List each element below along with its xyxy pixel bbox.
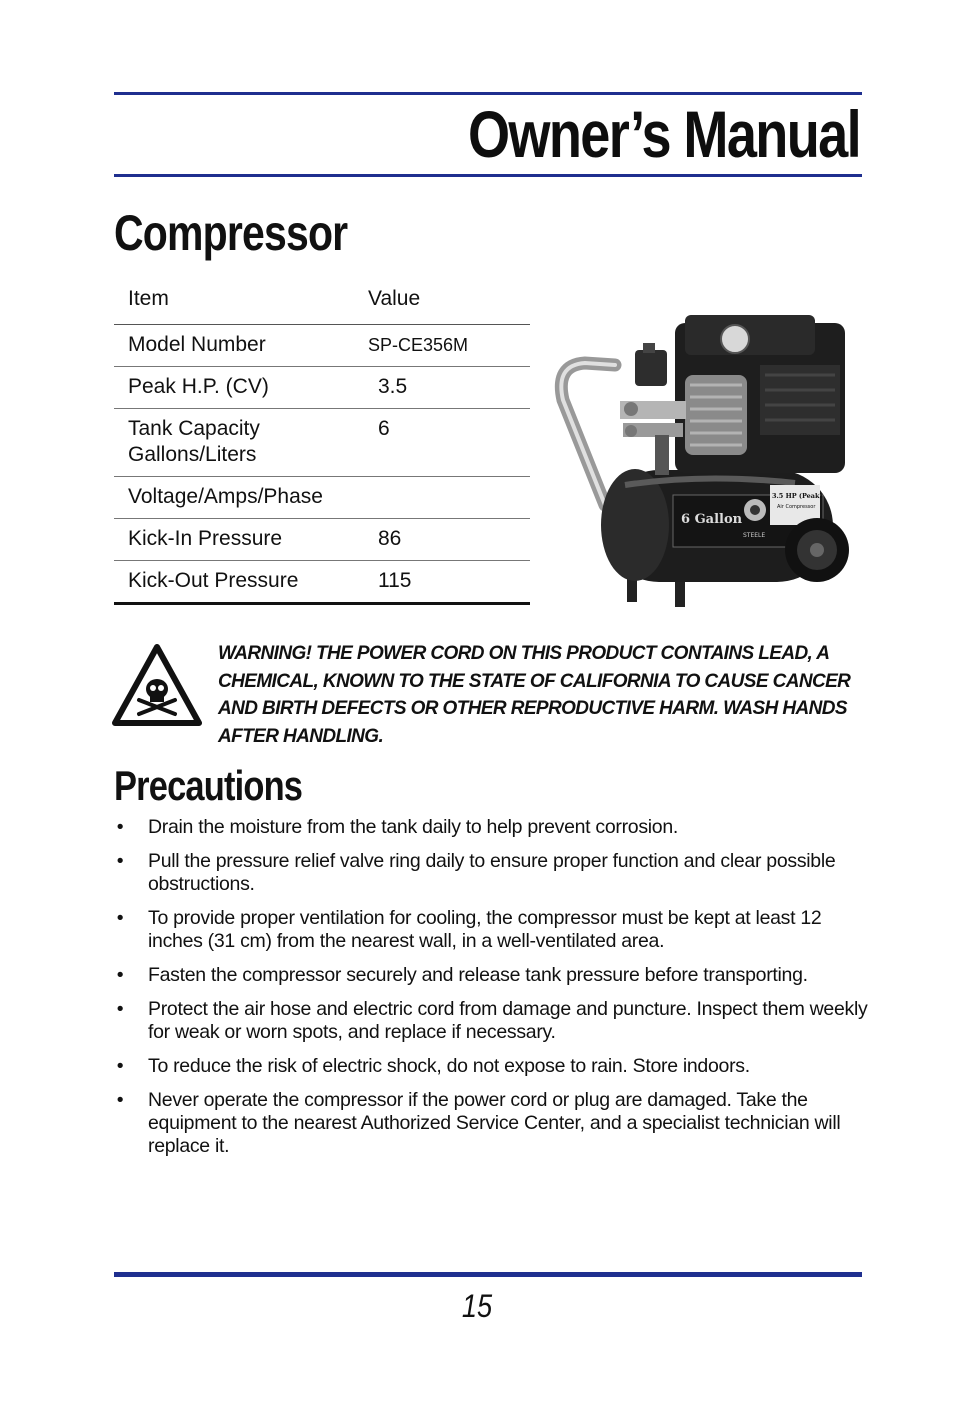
- spec-value: 115: [378, 569, 412, 592]
- spec-item: Voltage/Amps/Phase: [128, 485, 323, 508]
- spec-item: [114, 409, 358, 477]
- section-heading-compressor: Compressor: [114, 205, 348, 261]
- bullet: •: [116, 816, 124, 838]
- spec-item: Kick-In Pressure: [128, 527, 283, 550]
- page-number: 15: [461, 1288, 493, 1324]
- bullet: •: [116, 964, 124, 986]
- spec-table-header-row: [114, 280, 530, 325]
- bullet: •: [116, 850, 124, 872]
- type-label: Air Compressor: [777, 504, 816, 510]
- tank-label: 6 Gallon: [681, 512, 743, 527]
- table-row: [114, 561, 530, 604]
- hp-label: 3.5 HP (Peak): [772, 492, 823, 500]
- list-item: [114, 1089, 874, 1158]
- header-bottom-rule: [114, 174, 862, 177]
- spec-value: [358, 477, 530, 519]
- table-row: [114, 409, 530, 477]
- spec-col-item: Item: [128, 287, 169, 310]
- section-heading-precautions: Precautions: [114, 762, 303, 809]
- footer-rule: [114, 1272, 862, 1277]
- bullet: •: [116, 907, 124, 929]
- bullet: •: [116, 998, 124, 1020]
- precaution-text: Pull the pressure relief valve ring daily to ensure proper function and clear possible obstructions.: [148, 850, 836, 895]
- precaution-text: Drain the moisture from the tank daily to help prevent corrosion.: [148, 816, 679, 838]
- page-title: Owner’s Manual: [467, 97, 860, 171]
- list-item: [114, 816, 874, 839]
- bullet: •: [116, 1089, 124, 1111]
- list-item: [114, 964, 874, 987]
- spec-value: 6: [378, 417, 390, 440]
- spec-item: Peak H.P. (CV): [128, 375, 269, 398]
- precaution-text: To reduce the risk of electric shock, do not expose to rain. Store indoors.: [148, 1055, 750, 1077]
- spec-table: [114, 280, 530, 605]
- list-item: [114, 1055, 874, 1078]
- precaution-text: To provide proper ventilation for cooling, the compressor must be kept at least 12 inches (31 cm) from the nearest wall, in a well-ventilated area.: [148, 907, 822, 952]
- table-row: [114, 325, 530, 367]
- spec-value: SP-CE356M: [368, 335, 469, 355]
- spec-value: 3.5: [378, 375, 408, 398]
- spec-value: 86: [378, 527, 402, 550]
- bullet: •: [116, 1055, 124, 1077]
- compressor-product-image: [535, 305, 860, 610]
- spec-item: Model Number: [128, 333, 266, 356]
- precaution-text: Protect the air hose and electric cord from damage and puncture. Inspect them weekly for weak or worn spots, and replace if necessary.: [148, 998, 868, 1043]
- list-item: [114, 907, 874, 953]
- spec-col-value: Value: [368, 287, 421, 310]
- spec-item: Kick-Out Pressure: [128, 569, 299, 592]
- prop65-warning-text: WARNING! THE POWER CORD ON THIS PRODUCT CONTAINS LEAD, A CHEMICAL, KNOWN TO THE STATE OF CALIFORNIA TO CAUSE CANCER AND BIRTH DEFECTS OR OTHER REPRODUCTIVE HARM. WASH HANDS AFTER HANDLING.: [218, 643, 851, 747]
- table-row: [114, 367, 530, 409]
- spec-item-line2: Gallons/Liters: [128, 443, 257, 466]
- table-row: [114, 477, 530, 519]
- precautions-list: [114, 816, 874, 1169]
- brand-label: STEELE: [743, 532, 766, 539]
- skull-crossbones-hazard-icon: [112, 644, 202, 726]
- table-row: [114, 519, 530, 561]
- list-item: [114, 998, 874, 1044]
- precaution-text: Fasten the compressor securely and release tank pressure before transporting.: [148, 964, 808, 986]
- spec-item-line1: Tank Capacity: [128, 417, 260, 440]
- header-top-rule: [114, 92, 862, 95]
- precaution-text: Never operate the compressor if the power cord or plug are damaged. Take the equipment to the nearest Authorized Service Center, and a specialist technician will replace it.: [148, 1089, 841, 1157]
- list-item: [114, 850, 874, 896]
